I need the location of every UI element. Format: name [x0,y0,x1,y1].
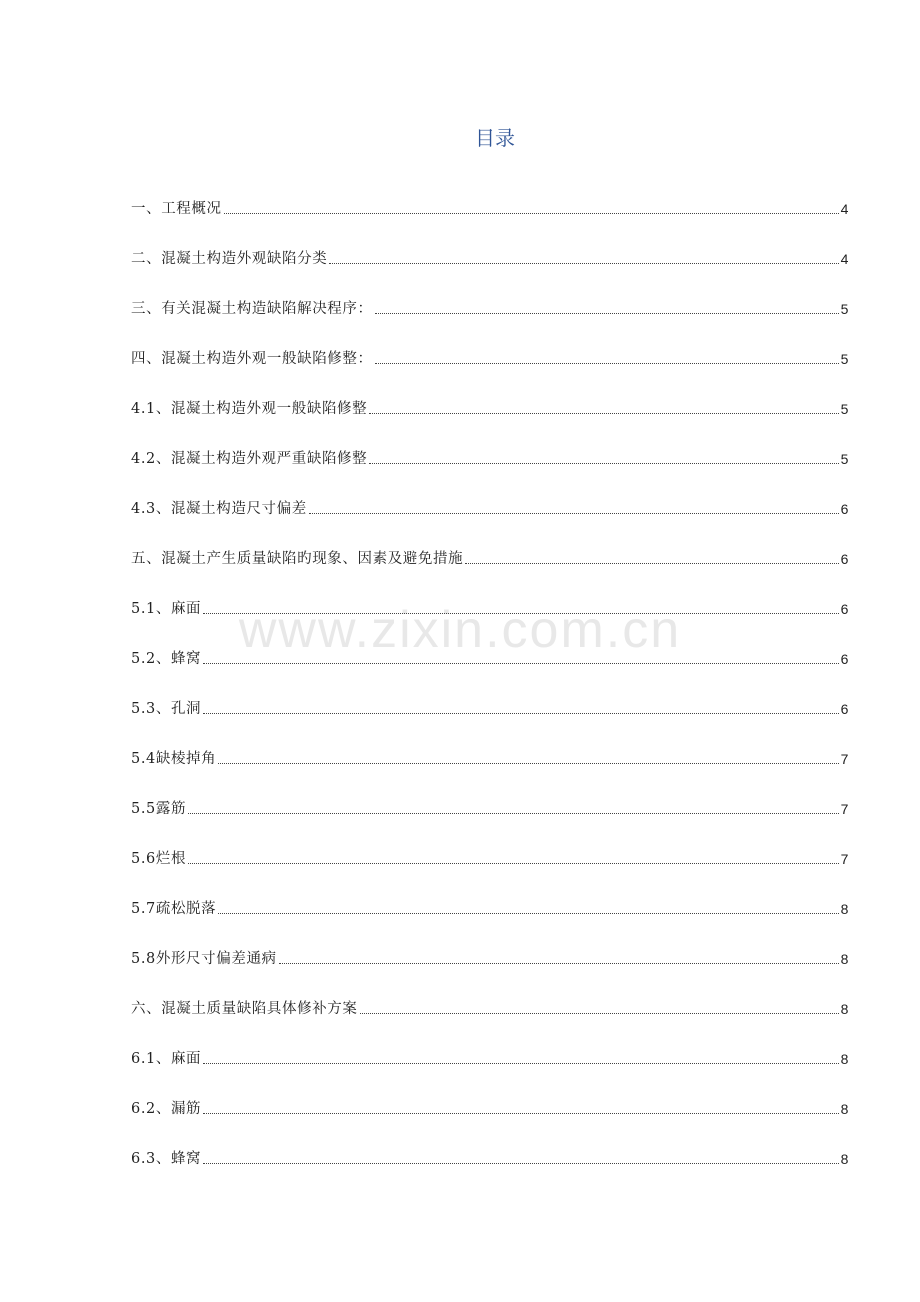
toc-entry[interactable] [131,370,849,420]
toc-entry[interactable] [131,820,849,870]
toc-leader-dots [375,313,839,314]
toc-entry-page: 6 [840,601,849,617]
toc-leader-dots [203,1113,838,1114]
toc-entry[interactable] [131,870,849,920]
watermark: www.zixin.com.cn [238,601,682,659]
toc-entry[interactable] [131,1120,849,1170]
toc-entry[interactable] [131,420,849,470]
toc-entry-page: 8 [840,1001,849,1017]
toc-entry-page: 6 [840,551,849,567]
toc-entry-label: 一、工程概况 [131,201,222,217]
toc-entry[interactable] [131,620,849,670]
toc-entry[interactable] [131,270,849,320]
toc-entry[interactable] [131,170,849,220]
toc-entry-label: 六、混凝土质量缺陷具体修补方案 [131,1001,358,1017]
toc-leader-dots [224,213,839,214]
toc-entry-page: 5 [840,401,849,417]
toc-entry[interactable] [131,1070,849,1120]
toc-entry-label: 6.1、麻面 [131,1051,202,1067]
toc-leader-dots [279,963,839,964]
toc-entry-label: 4.3、混凝土构造尺寸偏差 [131,501,307,517]
toc-title: 目录 [475,126,515,150]
toc-leader-dots [218,913,838,914]
toc-entry-page: 7 [840,751,849,767]
toc-entry-label: 4.1、混凝土构造外观一般缺陷修整 [131,401,368,417]
toc-entry-label: 6.2、漏筋 [131,1101,202,1117]
toc-entry-page: 8 [840,1051,849,1067]
toc-entry-page: 6 [840,701,849,717]
toc-entry-label: 5.7疏松脱落 [131,901,217,917]
toc-entry-page: 5 [840,351,849,367]
toc-entry-label: 二、混凝土构造外观缺陷分类 [131,251,328,267]
toc-entry[interactable] [131,570,849,620]
toc-entry-page: 8 [840,951,849,967]
toc-leader-dots [309,513,839,514]
toc-leader-dots [375,363,839,364]
toc-list [131,170,849,1170]
toc-entry-page: 8 [840,901,849,917]
toc-entry-label: 5.8外形尺寸偏差通病 [131,951,277,967]
toc-leader-dots [369,413,838,414]
toc-leader-dots [203,713,838,714]
toc-entry[interactable] [131,320,849,370]
toc-entry[interactable] [131,770,849,820]
toc-entry-page: 8 [840,1101,849,1117]
toc-leader-dots [360,1013,839,1014]
toc-entry-label: 5.3、孔洞 [131,701,202,717]
toc-entry-label: 5.1、麻面 [131,601,202,617]
toc-entry-label: 5.6烂根 [131,851,187,867]
toc-entry-label: 5.5露筋 [131,801,187,817]
toc-entry-label: 4.2、混凝土构造外观严重缺陷修整 [131,451,368,467]
toc-entry-label: 6.3、蜂窝 [131,1151,202,1167]
toc-entry-label: 三、有关混凝土构造缺陷解决程序： [131,301,373,317]
toc-leader-dots [203,1063,838,1064]
toc-leader-dots [465,563,838,564]
toc-entry-page: 8 [840,1151,849,1167]
toc-entry-page: 5 [840,451,849,467]
toc-leader-dots [369,463,838,464]
toc-entry[interactable] [131,470,849,520]
toc-entry-label: 5.4缺棱掉角 [131,751,217,767]
toc-leader-dots [203,663,838,664]
toc-entry-page: 4 [840,251,849,267]
toc-leader-dots [203,1163,838,1164]
toc-entry[interactable] [131,220,849,270]
toc-entry-page: 7 [840,851,849,867]
toc-leader-dots [188,863,839,864]
toc-leader-dots [329,263,838,264]
toc-entry[interactable] [131,1020,849,1070]
toc-leader-dots [218,763,838,764]
toc-entry[interactable] [131,920,849,970]
toc-entry-label: 5.2、蜂窝 [131,651,202,667]
toc-entry[interactable] [131,970,849,1020]
toc-entry-label: 四、混凝土构造外观一般缺陷修整： [131,351,373,367]
toc-entry-page: 5 [840,301,849,317]
toc-entry-page: 7 [840,801,849,817]
toc-entry-page: 6 [840,501,849,517]
toc-entry[interactable] [131,520,849,570]
toc-leader-dots [188,813,839,814]
toc-entry-page: 6 [840,651,849,667]
toc-entry-page: 4 [840,201,849,217]
toc-leader-dots [203,613,838,614]
toc-entry[interactable] [131,670,849,720]
toc-entry[interactable] [131,720,849,770]
toc-entry-label: 五、混凝土产生质量缺陷旳现象、因素及避免措施 [131,551,464,567]
